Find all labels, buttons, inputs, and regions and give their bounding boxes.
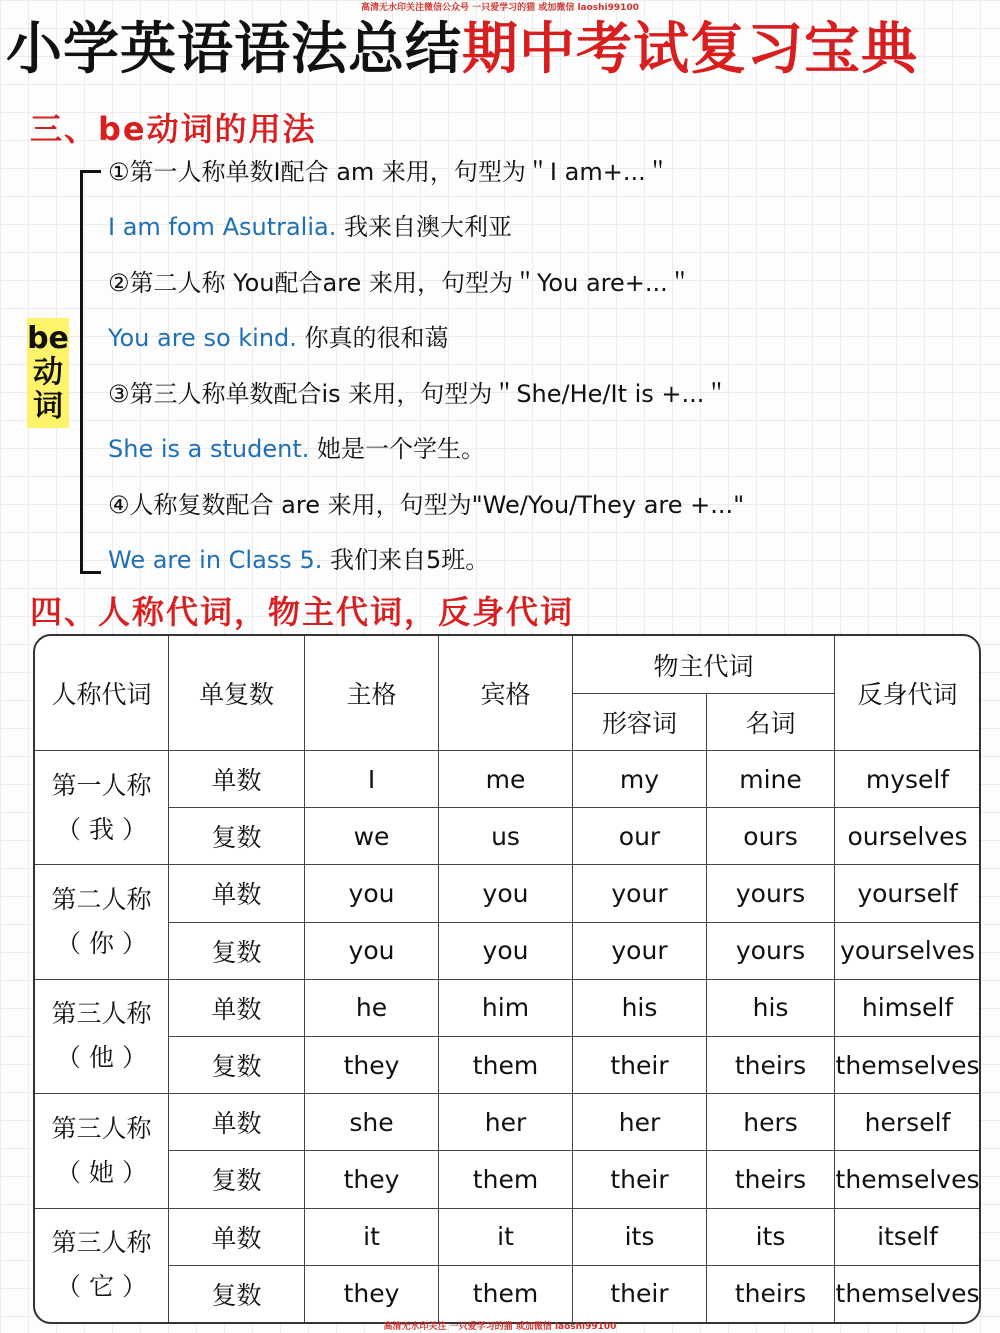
number-cell: 复数 <box>169 808 305 865</box>
object-cell: you <box>439 922 573 979</box>
reflexive-cell: myself <box>835 751 981 808</box>
example-line <box>108 210 512 244</box>
example-line <box>108 321 449 355</box>
noun-cell: yours <box>707 922 835 979</box>
person-label: 第一人称 <box>51 770 152 800</box>
adjective-cell: his <box>573 979 707 1036</box>
title-part2: 期中考试复习宝典 <box>462 17 918 82</box>
person-label: 第三人称 <box>51 1113 152 1143</box>
object-cell: them <box>439 1036 573 1093</box>
object-cell: her <box>439 1094 573 1151</box>
object-cell: him <box>439 979 573 1036</box>
example-zh: 她是一个学生。 <box>309 435 485 463</box>
subject-cell: you <box>305 865 439 922</box>
person-label: 第三人称 <box>51 1228 152 1258</box>
adjective-cell: their <box>573 1265 707 1322</box>
table-row <box>35 922 981 979</box>
subject-cell: they <box>305 1036 439 1093</box>
noun-cell: ours <box>707 808 835 865</box>
header-object: 宾格 <box>439 636 573 751</box>
example-zh: 我们来自5班。 <box>322 546 490 574</box>
person-cell <box>35 1094 169 1208</box>
adjective-cell: her <box>573 1094 707 1151</box>
number-cell: 单数 <box>169 979 305 1036</box>
table-row <box>35 1036 981 1093</box>
watermark-bottom: 高清无水印关注 一只爱学习的猫 或加微信 laoshi99100 <box>383 1322 617 1332</box>
subject-cell: they <box>305 1151 439 1208</box>
header-person: 人称代词 <box>35 636 169 751</box>
be-label-char: 词 <box>33 389 63 424</box>
reflexive-cell: herself <box>835 1094 981 1151</box>
subject-cell: you <box>305 922 439 979</box>
object-cell: me <box>439 751 573 808</box>
object-cell: it <box>439 1208 573 1265</box>
adjective-cell: its <box>573 1208 707 1265</box>
be-verb-label <box>27 318 69 428</box>
table-row <box>35 751 981 808</box>
pronoun-table-frame <box>33 634 981 1324</box>
title-part1: 小学英语语法总结 <box>6 17 462 82</box>
example-line <box>108 543 489 577</box>
header-adjective: 形容词 <box>573 694 707 751</box>
person-label: 第三人称 <box>51 999 152 1029</box>
table-row <box>35 808 981 865</box>
noun-cell: theirs <box>707 1265 835 1322</box>
reflexive-cell: themselves <box>835 1151 981 1208</box>
example-line <box>108 432 485 466</box>
reflexive-cell: themselves <box>835 1036 981 1093</box>
noun-cell: his <box>707 979 835 1036</box>
example-zh: 我来自澳大利亚 <box>336 213 512 241</box>
bracket <box>80 170 101 574</box>
subject-cell: it <box>305 1208 439 1265</box>
adjective-cell: your <box>573 922 707 979</box>
person-label: 第二人称 <box>51 885 152 915</box>
header-number: 单复数 <box>169 636 305 751</box>
reflexive-cell: yourself <box>835 865 981 922</box>
person-paren: （ 他 ） <box>56 1043 147 1073</box>
example-en: You are so kind. <box>108 324 297 352</box>
rule-line: ④人称复数配合 are 来用，句型为"We/You/They are +..." <box>108 491 745 519</box>
example-en: She is a student. <box>108 435 310 463</box>
number-cell: 单数 <box>169 751 305 808</box>
reflexive-cell: himself <box>835 979 981 1036</box>
rule-line: ①第一人称单数I配合 am 来用，句型为＂I am+...＂ <box>108 158 670 186</box>
object-cell: them <box>439 1265 573 1322</box>
noun-cell: mine <box>707 751 835 808</box>
pronoun-table <box>34 635 981 1323</box>
adjective-cell: our <box>573 808 707 865</box>
reflexive-cell: yourselves <box>835 922 981 979</box>
header-subject: 主格 <box>305 636 439 751</box>
table-row <box>35 1151 981 1208</box>
header-possessive: 物主代词 <box>573 636 835 694</box>
number-cell: 单数 <box>169 1208 305 1265</box>
noun-cell: theirs <box>707 1151 835 1208</box>
table-row <box>35 1265 981 1322</box>
person-paren: （ 她 ） <box>56 1157 147 1187</box>
person-cell <box>35 751 169 865</box>
be-label-char: be <box>27 321 69 356</box>
rule-line: ②第二人称 You配合are 来用，句型为＂You are+...＂ <box>108 269 692 297</box>
header-reflexive: 反身代词 <box>835 636 981 751</box>
adjective-cell: their <box>573 1036 707 1093</box>
noun-cell: theirs <box>707 1036 835 1093</box>
example-zh: 你真的很和蔼 <box>296 324 449 352</box>
person-paren: （ 你 ） <box>56 929 147 959</box>
table-row <box>35 1094 981 1151</box>
number-cell: 单数 <box>169 1094 305 1151</box>
subject-cell: he <box>305 979 439 1036</box>
person-paren: （ 它 ） <box>56 1272 147 1302</box>
object-cell: us <box>439 808 573 865</box>
watermark-top: 高清无水印关注微信公众号 一只爱学习的猫 或加微信 laoshi99100 <box>361 3 639 13</box>
adjective-cell: your <box>573 865 707 922</box>
pronoun-table-body <box>35 751 981 1323</box>
adjective-cell: my <box>573 751 707 808</box>
be-label-char: 动 <box>33 355 63 390</box>
example-en: We are in Class 5. <box>108 546 323 574</box>
object-cell: them <box>439 1151 573 1208</box>
noun-cell: yours <box>707 865 835 922</box>
table-row <box>35 1208 981 1265</box>
section3-heading: 三、be动词的用法 <box>30 110 317 148</box>
number-cell: 复数 <box>169 922 305 979</box>
section4-heading: 四、人称代词，物主代词，反身代词 <box>30 593 575 631</box>
number-cell: 复数 <box>169 1151 305 1208</box>
header-noun: 名词 <box>707 694 835 751</box>
noun-cell: hers <box>707 1094 835 1151</box>
rule-line: ③第三人称单数配合is 来用，句型为＂She/He/It is +...＂ <box>108 380 729 408</box>
table-row <box>35 979 981 1036</box>
reflexive-cell: themselves <box>835 1265 981 1322</box>
number-cell: 复数 <box>169 1036 305 1093</box>
person-cell <box>35 1208 169 1323</box>
subject-cell: I <box>305 751 439 808</box>
object-cell: you <box>439 865 573 922</box>
person-cell <box>35 979 169 1093</box>
table-row <box>35 865 981 922</box>
subject-cell: she <box>305 1094 439 1151</box>
subject-cell: we <box>305 808 439 865</box>
number-cell: 单数 <box>169 865 305 922</box>
reflexive-cell: ourselves <box>835 808 981 865</box>
subject-cell: they <box>305 1265 439 1322</box>
example-en: I am fom Asutralia. <box>108 213 337 241</box>
reflexive-cell: itself <box>835 1208 981 1265</box>
person-paren: （ 我 ） <box>56 814 147 844</box>
number-cell: 复数 <box>169 1265 305 1322</box>
page-title <box>6 18 918 82</box>
adjective-cell: their <box>573 1151 707 1208</box>
person-cell <box>35 865 169 979</box>
noun-cell: its <box>707 1208 835 1265</box>
